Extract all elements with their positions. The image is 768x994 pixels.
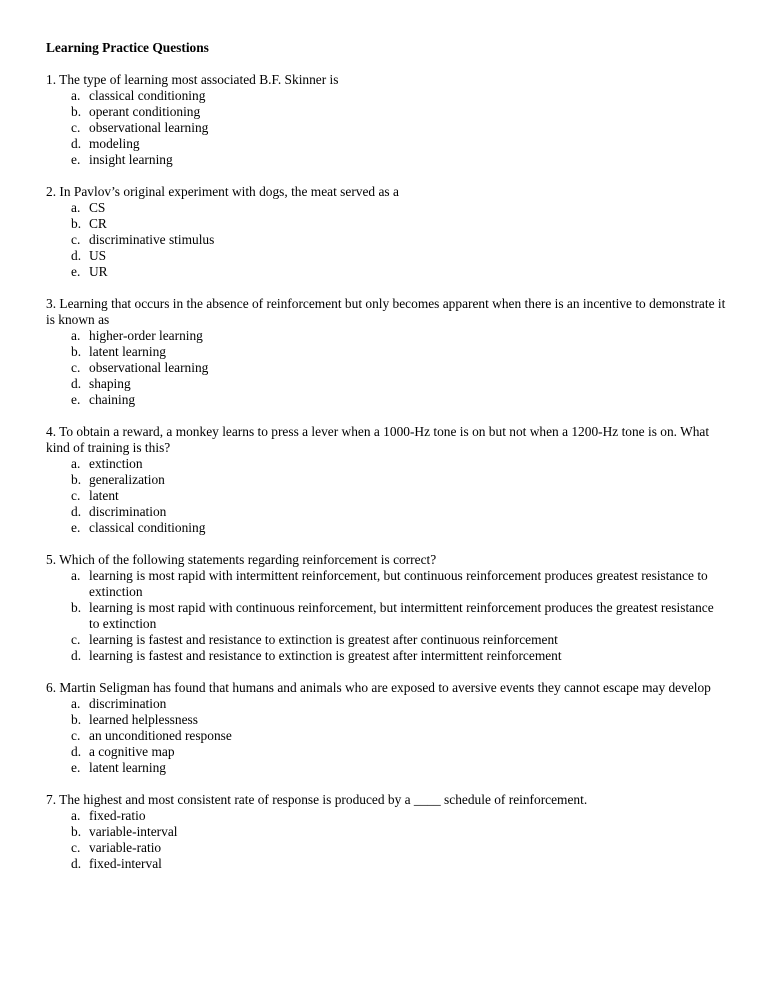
option-text: chaining — [89, 392, 136, 407]
option-text: observational learning — [89, 360, 209, 375]
option-text: modeling — [89, 136, 140, 151]
option-letter: a. — [71, 88, 81, 103]
option-letter: d. — [71, 856, 82, 871]
answer-option — [46, 456, 726, 472]
option-letter: e. — [71, 760, 81, 775]
document-title: Learning Practice Questions — [46, 40, 209, 55]
answer-option — [46, 504, 726, 520]
answer-option — [46, 840, 726, 856]
option-text: extinction — [89, 456, 143, 471]
answer-option — [46, 88, 726, 104]
question-3 — [46, 296, 726, 408]
option-text: latent learning — [89, 344, 166, 359]
option-text: fixed-interval — [89, 856, 162, 871]
answer-option — [46, 568, 726, 600]
option-text: UR — [89, 264, 108, 279]
question-6 — [46, 680, 726, 776]
option-text: operant conditioning — [89, 104, 201, 119]
option-letter: b. — [71, 600, 82, 615]
question-stem: 2. In Pavlov’s original experiment with dogs, the meat served as a — [46, 184, 399, 199]
option-text: CR — [89, 216, 107, 231]
option-text: variable-interval — [89, 824, 178, 839]
question-5 — [46, 552, 726, 664]
option-letter: d. — [71, 136, 82, 151]
option-letter: b. — [71, 472, 82, 487]
option-letter: c. — [71, 728, 81, 743]
answer-option — [46, 120, 726, 136]
option-letter: d. — [71, 376, 82, 391]
answer-option — [46, 600, 726, 632]
answer-options — [46, 808, 726, 872]
option-text: fixed-ratio — [89, 808, 146, 823]
answer-option — [46, 696, 726, 712]
answer-options — [46, 456, 726, 536]
option-letter: b. — [71, 104, 82, 119]
answer-option — [46, 824, 726, 840]
option-text: discrimination — [89, 696, 167, 711]
option-letter: c. — [71, 632, 81, 647]
option-letter: a. — [71, 200, 81, 215]
option-text: variable-ratio — [89, 840, 162, 855]
answer-option — [46, 104, 726, 120]
option-letter: c. — [71, 488, 81, 503]
option-text: observational learning — [89, 120, 209, 135]
option-text: learned helplessness — [89, 712, 198, 727]
question-stem: 3. Learning that occurs in the absence of reinforcement but only becomes apparent when there is an incentive to demonstrate it is known as — [46, 296, 726, 327]
option-letter: d. — [71, 504, 82, 519]
answer-option — [46, 200, 726, 216]
option-text: a cognitive map — [89, 744, 175, 759]
option-text: latent — [89, 488, 119, 503]
option-letter: e. — [71, 152, 81, 167]
answer-option — [46, 808, 726, 824]
option-text: discrimination — [89, 504, 167, 519]
question-1 — [46, 72, 726, 168]
answer-option — [46, 344, 726, 360]
option-letter: e. — [71, 392, 81, 407]
answer-option — [46, 376, 726, 392]
option-letter: c. — [71, 232, 81, 247]
answer-option — [46, 472, 726, 488]
answer-option — [46, 648, 726, 664]
option-text: classical conditioning — [89, 88, 206, 103]
option-letter: c. — [71, 840, 81, 855]
option-letter: b. — [71, 344, 82, 359]
answer-options — [46, 328, 726, 408]
answer-option — [46, 136, 726, 152]
option-letter: d. — [71, 744, 82, 759]
answer-options — [46, 88, 726, 168]
option-letter: c. — [71, 360, 81, 375]
option-text: learning is most rapid with continuous reinforcement, but intermittent reinforcement produces the greatest resistance to extinction — [89, 600, 714, 631]
question-stem: 6. Martin Seligman has found that humans and animals who are exposed to aversive events they cannot escape may develop — [46, 680, 711, 695]
option-text: learning is fastest and resistance to extinction is greatest after intermittent reinforcement — [89, 648, 562, 663]
question-2 — [46, 184, 726, 280]
option-text: learning is most rapid with intermittent reinforcement, but continuous reinforcement produces greatest resistance to extinction — [89, 568, 708, 599]
answer-option — [46, 264, 726, 280]
option-text: learning is fastest and resistance to extinction is greatest after continuous reinforcement — [89, 632, 558, 647]
option-text: classical conditioning — [89, 520, 206, 535]
option-text: latent learning — [89, 760, 166, 775]
answer-option — [46, 152, 726, 168]
question-7 — [46, 792, 726, 872]
answer-option — [46, 248, 726, 264]
option-text: CS — [89, 200, 106, 215]
option-letter: c. — [71, 120, 81, 135]
answer-option — [46, 712, 726, 728]
option-letter: e. — [71, 520, 81, 535]
answer-option — [46, 520, 726, 536]
option-letter: b. — [71, 712, 82, 727]
option-letter: a. — [71, 808, 81, 823]
answer-option — [46, 760, 726, 776]
answer-option — [46, 360, 726, 376]
answer-options — [46, 696, 726, 776]
option-letter: a. — [71, 328, 81, 343]
answer-option — [46, 232, 726, 248]
question-list — [46, 72, 726, 872]
option-letter: d. — [71, 648, 82, 663]
option-text: shaping — [89, 376, 131, 391]
option-letter: b. — [71, 216, 82, 231]
option-letter: e. — [71, 264, 81, 279]
option-text: higher-order learning — [89, 328, 203, 343]
answer-option — [46, 744, 726, 760]
option-letter: a. — [71, 696, 81, 711]
answer-option — [46, 328, 726, 344]
answer-option — [46, 392, 726, 408]
option-text: an unconditioned response — [89, 728, 232, 743]
option-letter: d. — [71, 248, 82, 263]
answer-options — [46, 568, 726, 664]
option-letter: a. — [71, 568, 81, 583]
option-text: discriminative stimulus — [89, 232, 215, 247]
option-text: generalization — [89, 472, 165, 487]
answer-option — [46, 632, 726, 648]
answer-options — [46, 200, 726, 280]
answer-option — [46, 856, 726, 872]
option-letter: b. — [71, 824, 82, 839]
question-stem: 7. The highest and most consistent rate of response is produced by a ____ schedule of reinforcement. — [46, 792, 588, 807]
option-letter: a. — [71, 456, 81, 471]
answer-option — [46, 488, 726, 504]
document-page — [46, 40, 726, 888]
option-text: US — [89, 248, 107, 263]
question-4 — [46, 424, 726, 536]
question-stem: 5. Which of the following statements regarding reinforcement is correct? — [46, 552, 437, 567]
question-stem: 1. The type of learning most associated B.F. Skinner is — [46, 72, 339, 87]
option-text: insight learning — [89, 152, 173, 167]
answer-option — [46, 728, 726, 744]
answer-option — [46, 216, 726, 232]
question-stem: 4. To obtain a reward, a monkey learns to press a lever when a 1000-Hz tone is on but not when a 1200-Hz tone is on. What kind of training is this? — [46, 424, 710, 455]
